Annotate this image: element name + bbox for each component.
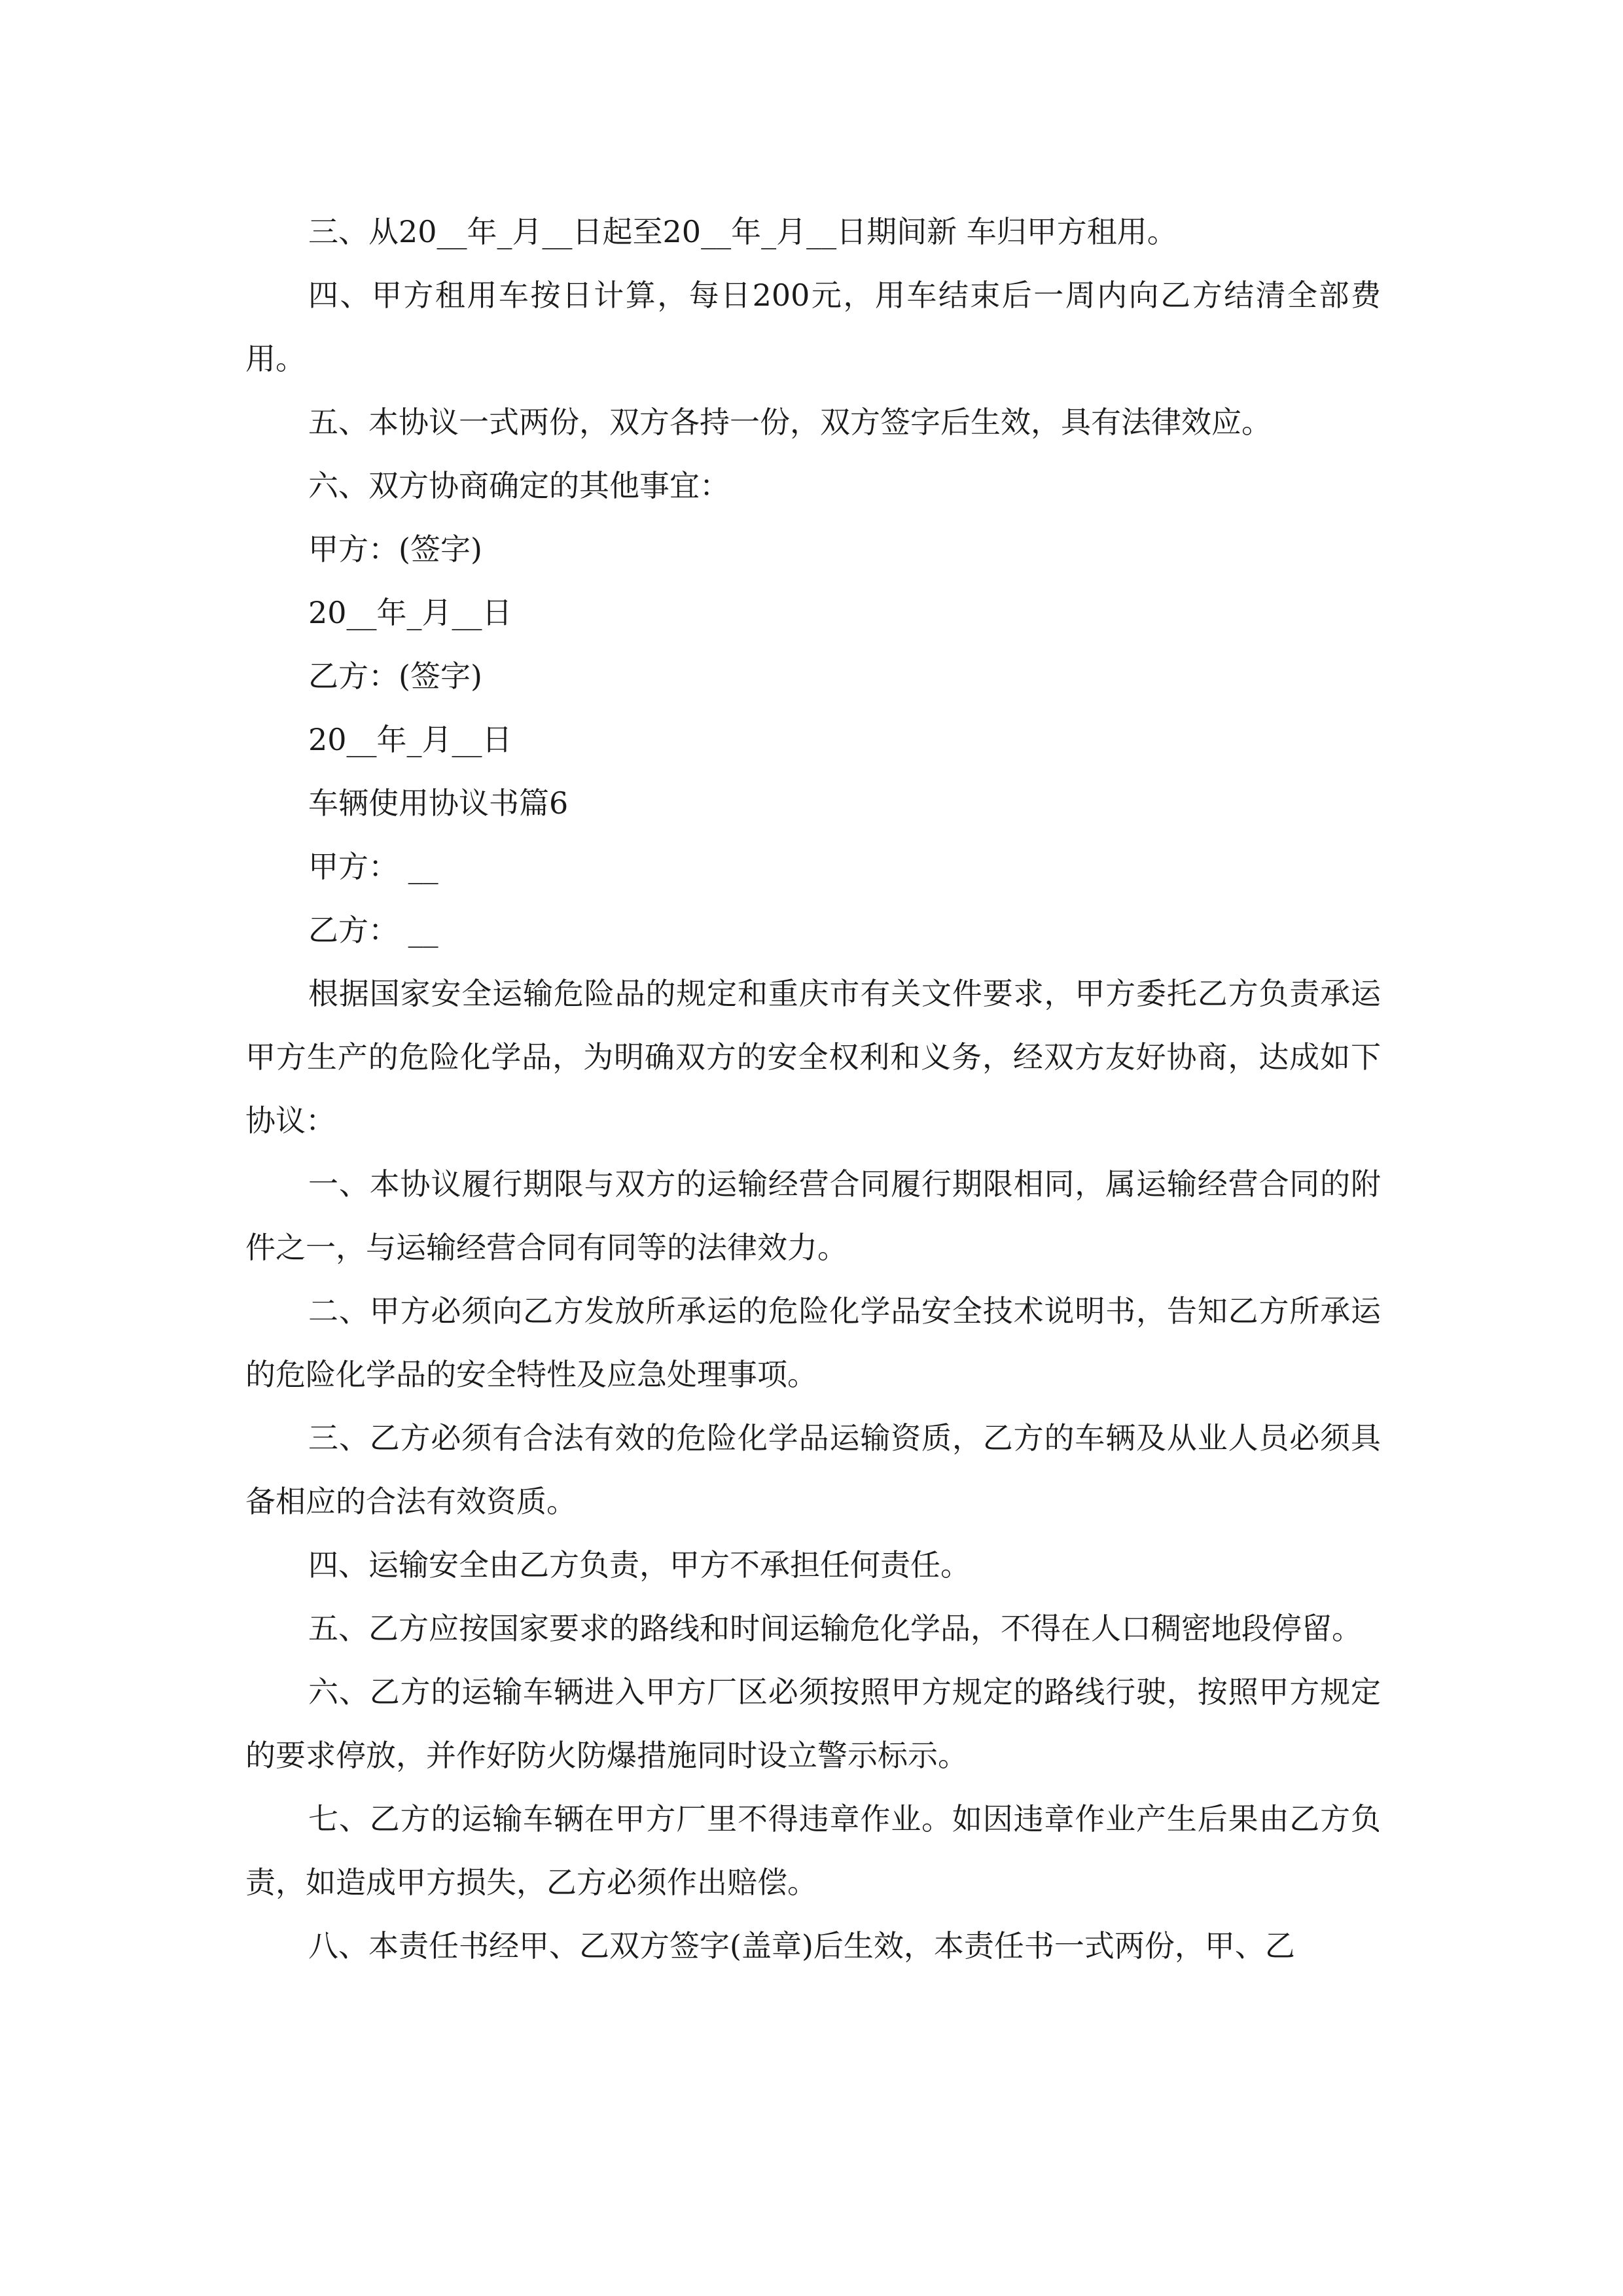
section-heading: 车辆使用协议书篇6 bbox=[308, 785, 569, 821]
party-a-date: 20__年_月__日 bbox=[308, 595, 512, 630]
party-b-signature: 乙方：(签字) bbox=[308, 658, 482, 694]
clause-1-term: 一、本协议履行期限与双方的运输经营合同履行期限相同，属运输经营合同的附件之一，与运输经营合同有同等的法律效力。 bbox=[245, 1166, 1381, 1265]
clause-5-route: 五、乙方应按国家要求的路线和时间运输危化学品，不得在人口稠密地段停留。 bbox=[308, 1611, 1362, 1646]
party-b-date: 20__年_月__日 bbox=[308, 722, 512, 757]
clause-5-copies: 五、本协议一式两份，双方各持一份，双方签字后生效，具有法律效应。 bbox=[308, 404, 1272, 440]
preamble-paragraph: 根据国家安全运输危险品的规定和重庆市有关文件要求，甲方委托乙方负责承运甲方生产的危险化学品，为明确双方的安全权利和义务，经双方友好协商，达成如下协议： bbox=[245, 976, 1381, 1138]
clause-4-daily-fee: 四、甲方租用车按日计算，每日200元，用车结束后一周内向乙方结清全部费用。 bbox=[245, 278, 1381, 376]
clause-4-responsibility: 四、运输安全由乙方负责，甲方不承担任何责任。 bbox=[308, 1547, 971, 1583]
clause-3-rental-period: 三、从20__年_月__日起至20__年_月__日期间新 车归甲方租用。 bbox=[308, 214, 1177, 249]
clause-7-violations: 七、乙方的运输车辆在甲方厂里不得违章作业。如因违章作业产生后果由乙方负责，如造成甲方损失，乙方必须作出赔偿。 bbox=[245, 1801, 1381, 1900]
clause-2-safety-manual: 二、甲方必须向乙方发放所承运的危险化学品安全技术说明书，告知乙方所承运的危险化学品的安全特性及应急处理事项。 bbox=[245, 1293, 1381, 1392]
party-a-line: 甲方： __ bbox=[308, 849, 438, 884]
clause-3-qualification: 三、乙方必须有合法有效的危险化学品运输资质，乙方的车辆及从业人员必须具备相应的合法有效资质。 bbox=[245, 1420, 1381, 1519]
clause-8-effectiveness: 八、本责任书经甲、乙双方签字(盖章)后生效，本责任书一式两份，甲、乙 bbox=[308, 1928, 1295, 1964]
clause-6-plant-entry: 六、乙方的运输车辆进入甲方厂区必须按照甲方规定的路线行驶，按照甲方规定的要求停放，并作好防火防爆措施同时设立警示标示。 bbox=[245, 1674, 1381, 1773]
party-a-signature: 甲方：(签字) bbox=[308, 531, 482, 567]
document-body bbox=[245, 200, 1381, 1978]
party-b-line: 乙方： __ bbox=[308, 912, 438, 948]
clause-6-other-matters: 六、双方协商确定的其他事宜： bbox=[308, 468, 730, 503]
